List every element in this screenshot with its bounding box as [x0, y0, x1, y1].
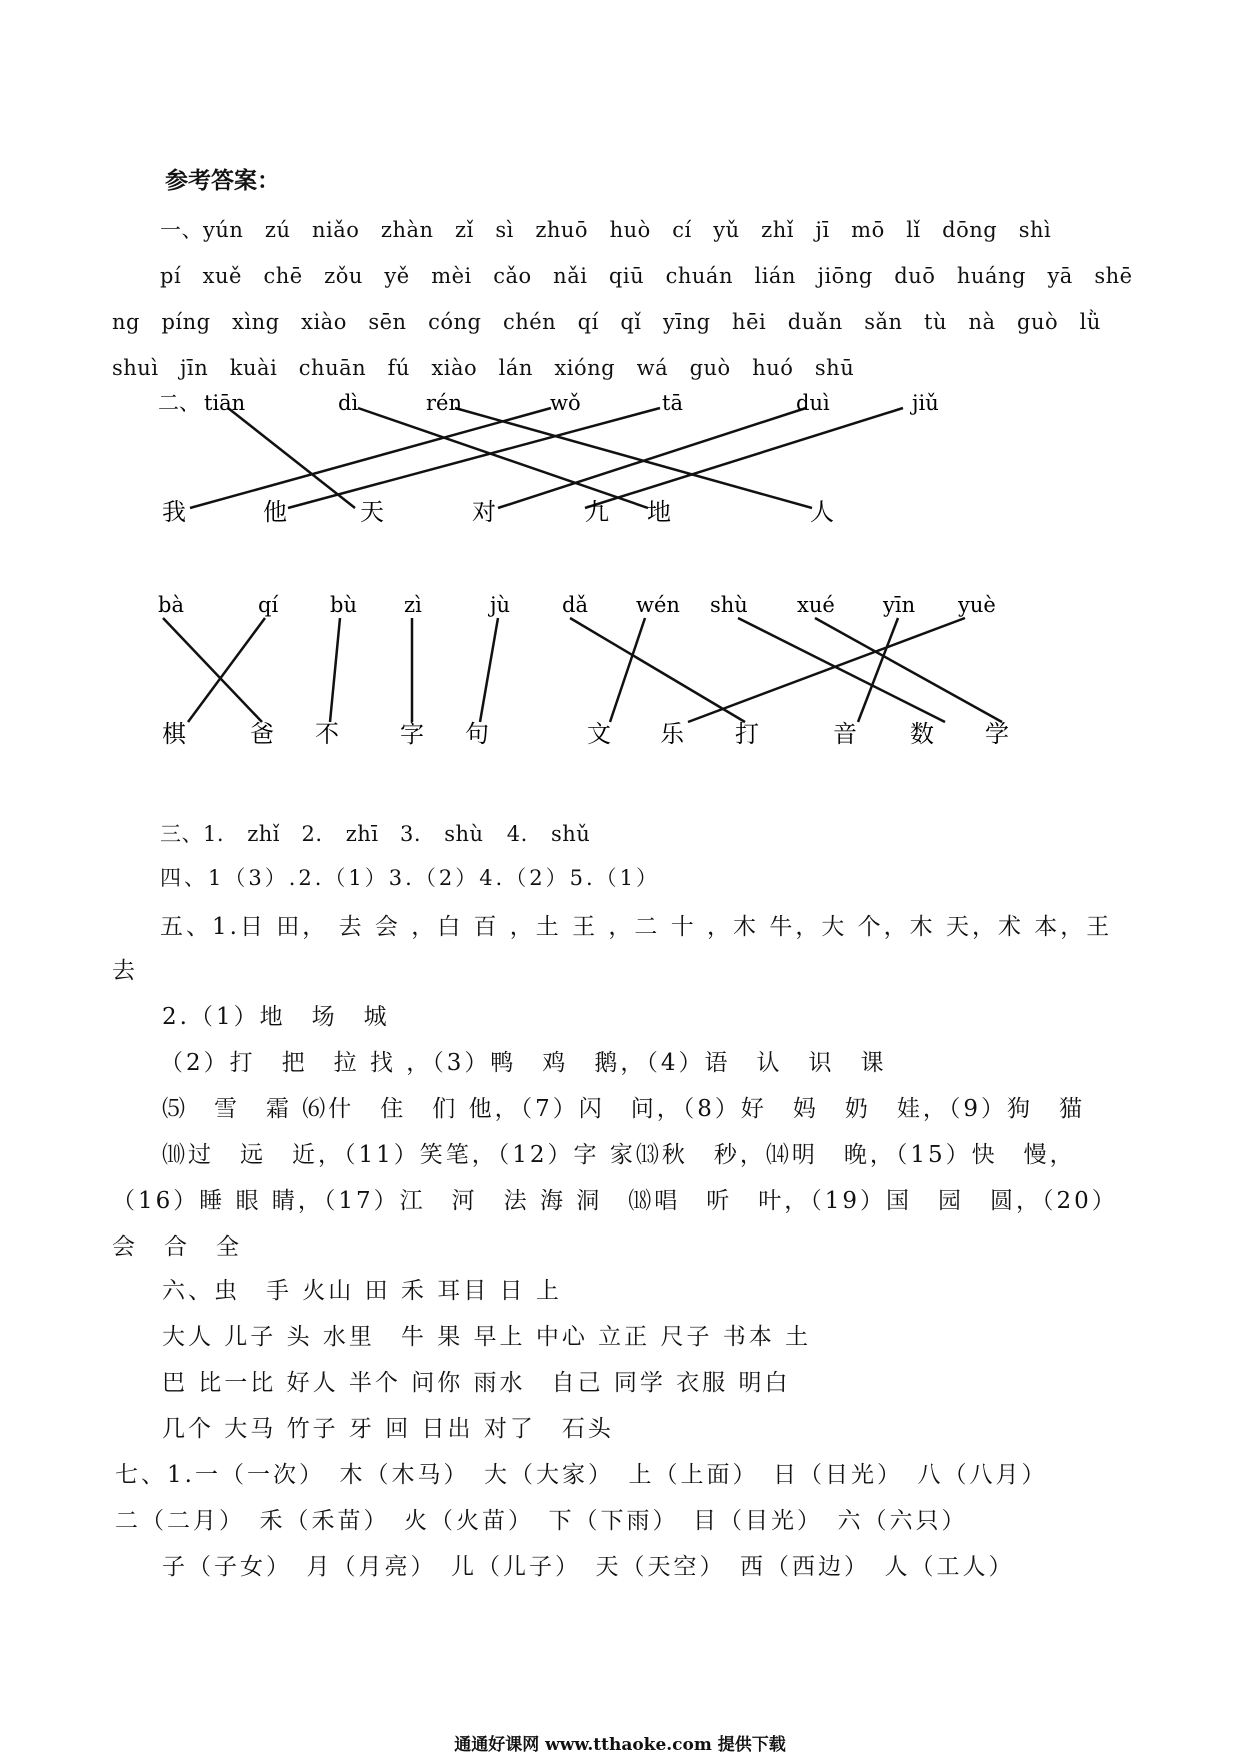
m2-char-8: 音: [833, 720, 857, 748]
m1-char-4: 九: [585, 498, 609, 526]
m2-pinyin-2: bù: [330, 593, 357, 617]
section5-line-6: ⑽过 远 近，（11）笑笔，（12）字 家⒀秋 秒，⒁明 晚，（15）快 慢，: [162, 1142, 1076, 1168]
section1-line-3: ng píng xìng xiào sēn cóng chén qí qǐ yīng hēi duǎn sǎn tù nà guò lǜ: [112, 310, 1101, 334]
m1-char-0: 我: [162, 498, 186, 526]
m2-char-1: 爸: [250, 720, 274, 748]
m1-pinyin-6: jiǔ: [912, 391, 939, 415]
section6-line-1: 六、虫 手 火山 田 禾 耳目 日 上: [162, 1278, 562, 1304]
matching-exercise: [0, 0, 1240, 790]
section4-line: 四、1（3）.2.（1）3.（2）4.（2）5.（1）: [160, 866, 660, 890]
footer-credit: 通通好课网 www.tthaoke.com 提供下载: [454, 1735, 786, 1755]
section6-line-3: 巴 比一比 好人 半个 问你 雨水 自己 同学 衣服 明白: [162, 1370, 791, 1396]
m1-pinyin-5: duì: [796, 391, 830, 415]
m2-pinyin-7: shù: [710, 593, 748, 617]
m1-char-1: 他: [263, 498, 287, 526]
section5-line-7: （16）睡 眼 睛，（17）江 河 法 海 洞 ⒅唱 听 叶，（19）国 园 圆，（20）: [112, 1188, 1118, 1214]
section6-line-4: 几个 大马 竹子 牙 回 日出 对了 石头: [162, 1416, 614, 1442]
section5-line-1: 五、1.日 田， 去 会 ，白 百 ，土 王 ，二 十 ，木 牛，大 个，木 天，术 本，王: [160, 914, 1113, 940]
m1-pinyin-2: rén: [426, 391, 462, 415]
section5-line-5: ⑸ 雪 霜 ⑹什 住 们 他，（7）闪 问，（8）好 妈 奶 娃，（9）狗 猫: [162, 1096, 1086, 1122]
m1-pinyin-4: tā: [662, 391, 683, 415]
m2-char-9: 数: [910, 720, 934, 748]
m1-pinyin-0: tiān: [204, 391, 246, 415]
m2-pinyin-3: zì: [404, 593, 422, 617]
section7-line-2: 二（二月） 禾（禾苗） 火（火苗） 下（下雨） 目（目光） 六（六只）: [115, 1508, 968, 1534]
section7-line-3: 子（子女） 月（月亮） 儿（儿子） 天（天空） 西（西边） 人（工人）: [162, 1554, 1015, 1580]
section1-line-1: 一、yún zú niǎo zhàn zǐ sì zhuō huò cí yǔ zhǐ jī mō lǐ dōng shì: [160, 218, 1052, 242]
m2-char-7: 打: [735, 720, 759, 748]
m1-pinyin-1: dì: [338, 391, 359, 415]
m2-match-line-10: [688, 618, 965, 722]
section5-line-8: 会 合 全: [112, 1234, 242, 1260]
section7-line-1: 七、1.一（一次） 木（木马） 大（大家） 上（上面） 日（日光） 八（八月）: [115, 1462, 1048, 1488]
section5-line-3: 2.（1）地 场 城: [162, 1004, 390, 1030]
m2-match-line-0: [163, 618, 262, 722]
m2-char-2: 不: [315, 720, 339, 748]
m2-char-10: 学: [985, 720, 1009, 748]
m2-match-line-6: [610, 618, 645, 722]
m2-pinyin-6: wén: [636, 593, 680, 617]
section1-line-4: shuì jīn kuài chuān fú xiào lán xióng wá guò huó shū: [112, 356, 855, 380]
m1-match-line-3: [190, 408, 551, 508]
page-title: 参考答案：: [165, 167, 280, 194]
m2-pinyin-8: xué: [797, 593, 835, 617]
m2-char-3: 字: [400, 720, 424, 748]
m2-char-0: 棋: [162, 720, 186, 748]
m2-pinyin-5: dǎ: [562, 593, 588, 617]
m2-char-4: 句: [465, 720, 489, 748]
m1-pinyin-3: wǒ: [550, 391, 581, 415]
section3-line: 三、1. zhǐ 2. zhī 3. shù 4. shǔ: [160, 822, 591, 846]
m2-match-line-1: [188, 618, 265, 722]
m2-pinyin-9: yīn: [883, 593, 916, 617]
section1-line-2: pí xuě chē zǒu yě mèi cǎo nǎi qiū chuán lián jiōng duō huáng yā shē: [160, 264, 1133, 288]
m2-char-6: 乐: [660, 720, 684, 748]
m2-pinyin-0: bà: [158, 593, 184, 617]
section2-label: 二、: [158, 391, 200, 415]
m2-char-5: 文: [587, 720, 611, 748]
m1-char-6: 人: [810, 498, 834, 526]
m1-char-3: 对: [472, 498, 496, 526]
m2-pinyin-4: jù: [490, 593, 511, 617]
section5-line-4: （2）打 把 拉 找 ，（3）鸭 鸡 鹅，（4）语 认 识 课: [160, 1050, 887, 1076]
m2-pinyin-1: qí: [258, 593, 279, 617]
m2-match-line-9: [858, 618, 898, 722]
m2-match-line-4: [480, 618, 498, 722]
section5-line-2: 去: [112, 958, 138, 984]
m2-match-line-2: [330, 618, 340, 722]
section6-line-2: 大人 儿子 头 水里 牛 果 早上 中心 立正 尺子 书本 土: [162, 1324, 812, 1350]
m1-char-5: 地: [647, 498, 671, 526]
m1-char-2: 天: [360, 498, 384, 526]
m2-pinyin-10: yuè: [958, 593, 996, 617]
m2-match-line-5: [570, 618, 745, 722]
